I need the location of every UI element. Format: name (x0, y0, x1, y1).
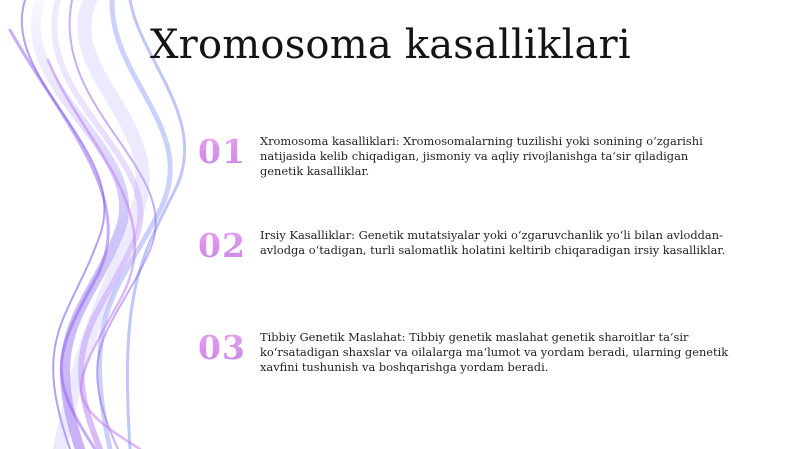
item-text: Irsiy Kasalliklar: Genetik mutatsiyalar yoki o‘zgaruvchanlik yo‘li bilan avloddan-avlodga o‘tadigan, turli salomatlik holatini keltirib chiqaradigan irsiy kasalliklar. (260, 228, 726, 257)
item-number: 01 (198, 132, 246, 171)
item-text: Xromosoma kasalliklari: Xromosomalarning tuzilishi yoki sonining o‘zgarishi natijasida kelib chiqadigan, jismoniy va aqliy rivojlanishga ta‘sir qiladigan genetik kasalliklar. (260, 134, 703, 178)
list-item (198, 132, 738, 182)
item-number: 03 (198, 328, 246, 367)
item-number: 02 (198, 226, 246, 265)
slide-title: Xromosoma kasalliklari (150, 22, 631, 68)
list-item (198, 328, 738, 378)
item-text: Tibbiy Genetik Maslahat: Tibbiy genetik maslahat genetik sharoitlar ta‘sir ko‘rsatadigan shaxslar va oilalarga ma‘lumot va yordam beradi, ularning genetik xavfini tushunish va boshqarishga yordam beradi. (260, 330, 729, 374)
list-item (198, 226, 738, 266)
